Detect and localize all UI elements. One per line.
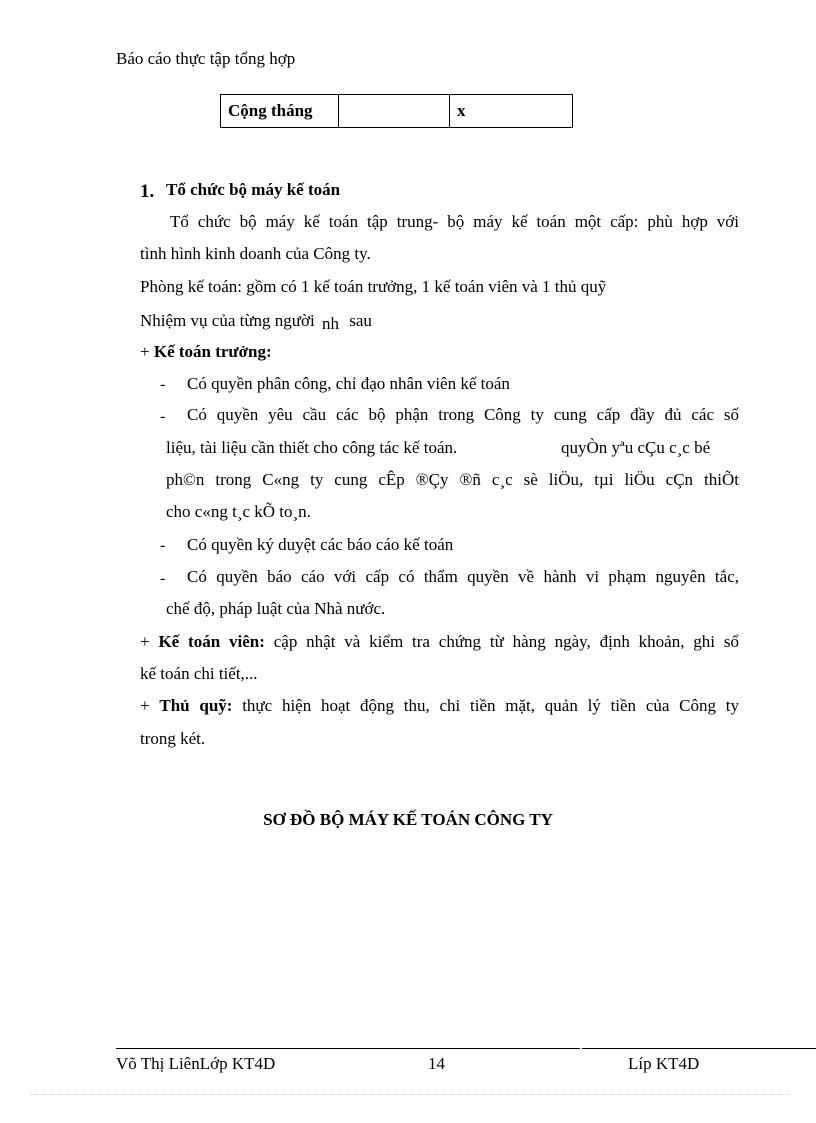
- role-heading-chief: [140, 342, 272, 362]
- table-cell-mark: x: [450, 95, 573, 128]
- footer-rule: [582, 1048, 816, 1049]
- page-number: 14: [428, 1054, 445, 1073]
- plus-marker: +: [140, 632, 150, 651]
- plus-marker: +: [140, 696, 150, 715]
- text-run: sau: [349, 311, 372, 330]
- role-description: thực hiện hoạt động thu, chi tiền mặt, quản lý tiền của Công ty: [242, 696, 739, 715]
- paragraph-line: tình hình kinh doanh của Công ty.: [140, 244, 371, 263]
- paragraph-line: kế toán chi tiết,...: [140, 664, 258, 683]
- bullet-continuation: ph©n trong C«ng ty cung cÊp ®Çy ®ñ c¸c sè liÖu, tµi liÖu cÇn thiÕt: [166, 470, 739, 489]
- text-run: nh: [321, 314, 339, 333]
- page-edge-divider: [30, 1094, 790, 1095]
- table-row: [221, 95, 573, 128]
- role-label: Thủ quỹ:: [159, 696, 233, 715]
- paragraph-line: [140, 311, 372, 331]
- running-header: Báo cáo thực tập tổng hợp: [116, 49, 296, 68]
- paragraph-line: Tổ chức bộ máy kế toán tập trung- bộ máy kế toán một cấp: phù hợp với: [170, 212, 739, 231]
- section-title: Tổ chức bộ máy kế toán: [166, 180, 341, 199]
- footer-author: Võ Thị LiênLớp KT4D: [116, 1054, 276, 1073]
- role-label: Kế toán viên:: [158, 632, 265, 651]
- footer-class: Líp KT4D: [628, 1054, 700, 1073]
- table-cell-empty: [339, 95, 450, 128]
- role-description: cập nhật và kiểm tra chứng từ hàng ngày, định khoản, ghi sổ: [273, 632, 739, 651]
- text-run: liệu, tài liệu cần thiết cho công tác kế toán.: [166, 438, 458, 457]
- summary-table: [220, 94, 573, 128]
- text-run-garbled: quyÒn yªu cÇu c¸c bé: [561, 438, 711, 457]
- table-cell-label: Cộng tháng: [221, 95, 339, 128]
- bullet-item: Có quyền yêu cầu các bộ phận trong Công ty cung cấp đầy đủ các số: [187, 405, 739, 424]
- diagram-title: SƠ ĐỒ BỘ MÁY KẾ TOÁN CÔNG TY: [263, 810, 553, 829]
- section-number: 1.: [140, 181, 155, 202]
- role-line-accountant: [140, 632, 739, 656]
- bullet-continuation: [166, 438, 457, 458]
- bullet-dash-icon: -: [160, 570, 166, 587]
- bullet-dash-icon: -: [160, 376, 166, 393]
- role-line-cashier: [140, 696, 739, 720]
- bullet-continuation: cho c«ng t¸c kÕ to¸n.: [166, 502, 311, 521]
- bullet-item: Có quyền báo cáo với cấp có thẩm quyền về hành vi phạm nguyên tắc,: [187, 567, 739, 586]
- bullet-item: Có quyền ký duyệt các báo cáo kế toán: [187, 535, 454, 554]
- bullet-dash-icon: -: [160, 537, 166, 554]
- paragraph-line: trong két.: [140, 729, 206, 748]
- plus-marker: +: [140, 342, 150, 361]
- bullet-dash-icon: -: [160, 408, 166, 425]
- role-label: Kế toán trưởng:: [153, 342, 272, 361]
- paragraph-line: Phòng kế toán: gồm có 1 kế toán trưởng, 1 kế toán viên và 1 thủ quỹ: [140, 277, 607, 296]
- footer-rule: [116, 1048, 580, 1049]
- bullet-continuation: chế độ, pháp luật của Nhà nước.: [166, 599, 386, 618]
- bullet-item: Có quyền phân công, chỉ đạo nhân viên kế toán: [187, 374, 510, 393]
- text-run: Nhiệm vụ của từng người: [140, 311, 315, 330]
